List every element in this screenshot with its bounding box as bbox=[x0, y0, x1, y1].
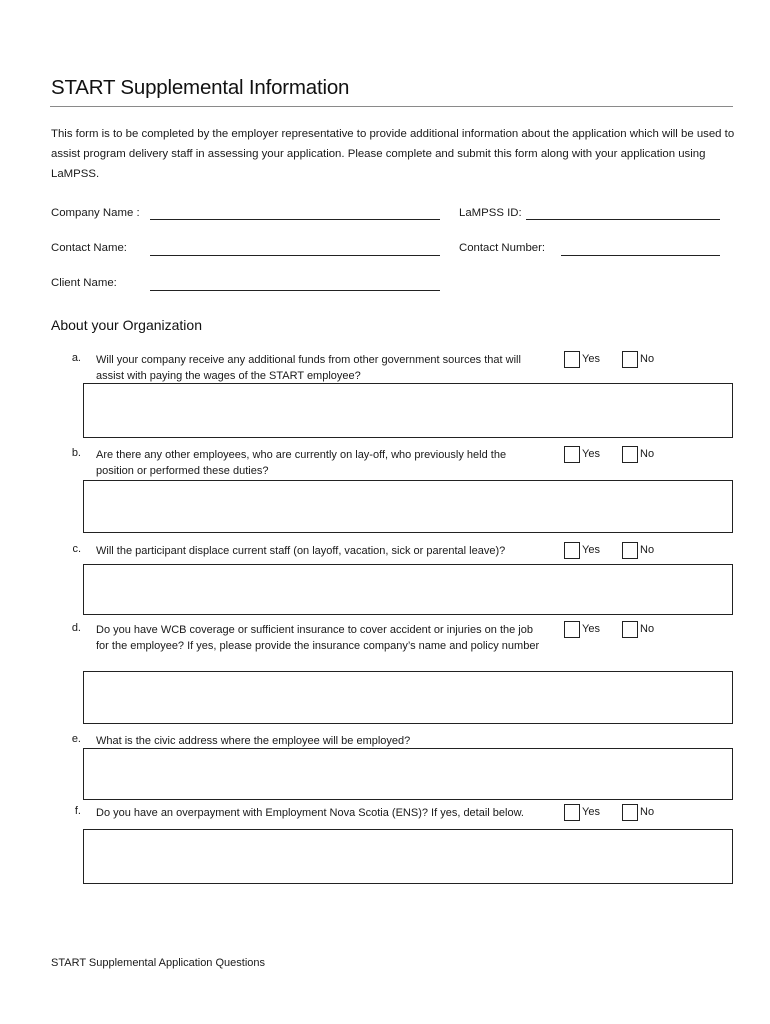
no-checkbox[interactable] bbox=[622, 804, 638, 821]
question-text: What is the civic address where the employee will be employed? bbox=[96, 735, 411, 747]
yes-checkbox[interactable] bbox=[564, 542, 580, 559]
question-letter: a. bbox=[71, 352, 81, 364]
question-text: Will the participant displace current staff (on layoff, vacation, sick or parental leave)? bbox=[96, 545, 506, 557]
yes-label: Yes bbox=[582, 806, 600, 818]
lampss-id-label: LaMPSS ID: bbox=[459, 207, 522, 219]
contact-name-field[interactable] bbox=[150, 241, 440, 256]
company-name-label: Company Name : bbox=[51, 207, 140, 219]
no-label: No bbox=[640, 448, 655, 460]
yes-checkbox[interactable] bbox=[564, 621, 580, 638]
answer-box[interactable] bbox=[83, 564, 733, 615]
question-text: Do you have WCB coverage or sufficient insurance to cover accident or injuries on the job for the employee? If yes, please provide the insurance company’s name and policy number bbox=[96, 624, 540, 652]
yes-checkbox[interactable] bbox=[564, 446, 580, 463]
client-name-field[interactable] bbox=[150, 276, 440, 291]
question-text: Do you have an overpayment with Employment Nova Scotia (ENS)? If yes, detail below. bbox=[96, 807, 524, 819]
yes-checkbox[interactable] bbox=[564, 351, 580, 368]
page-footer: START Supplemental Application Questions bbox=[51, 957, 266, 969]
answer-box[interactable] bbox=[83, 671, 733, 724]
no-label: No bbox=[640, 623, 655, 635]
contact-number-label: Contact Number: bbox=[459, 242, 546, 254]
title-divider bbox=[50, 106, 733, 107]
contact-number-field[interactable] bbox=[561, 241, 720, 256]
yes-checkbox[interactable] bbox=[564, 804, 580, 821]
answer-box[interactable] bbox=[83, 383, 733, 438]
no-checkbox[interactable] bbox=[622, 621, 638, 638]
yes-label: Yes bbox=[582, 353, 600, 365]
client-name-label: Client Name: bbox=[51, 277, 117, 289]
no-checkbox[interactable] bbox=[622, 542, 638, 559]
contact-name-label: Contact Name: bbox=[51, 242, 127, 254]
question-letter: d. bbox=[71, 622, 81, 634]
no-label: No bbox=[640, 806, 655, 818]
company-name-field[interactable] bbox=[150, 205, 440, 220]
answer-box[interactable] bbox=[83, 748, 733, 800]
question-letter: b. bbox=[71, 447, 81, 459]
section-title: About your Organization bbox=[51, 317, 202, 333]
no-label: No bbox=[640, 353, 655, 365]
question-letter: c. bbox=[72, 543, 81, 555]
yes-label: Yes bbox=[582, 623, 600, 635]
yes-label: Yes bbox=[582, 448, 600, 460]
intro-paragraph: This form is to be completed by the employer representative to provide additional information about the application which will be used to assist program delivery staff in assessing your application. Please complete and submit this form along with your application using LaMPSS. bbox=[51, 128, 735, 180]
answer-box[interactable] bbox=[83, 829, 733, 884]
question-text: Will your company receive any additional funds from other government sources that will assist with paying the wages of the START employee? bbox=[96, 354, 521, 382]
question-letter: f. bbox=[74, 805, 81, 817]
answer-box[interactable] bbox=[83, 480, 733, 533]
no-checkbox[interactable] bbox=[622, 351, 638, 368]
no-checkbox[interactable] bbox=[622, 446, 638, 463]
lampss-id-field[interactable] bbox=[526, 205, 720, 220]
yes-label: Yes bbox=[582, 544, 600, 556]
page-title: START Supplemental Information bbox=[51, 76, 350, 99]
no-label: No bbox=[640, 544, 655, 556]
question-text: Are there any other employees, who are currently on lay-off, who previously held the position or performed these duties? bbox=[96, 449, 507, 477]
question-letter: e. bbox=[71, 733, 81, 745]
